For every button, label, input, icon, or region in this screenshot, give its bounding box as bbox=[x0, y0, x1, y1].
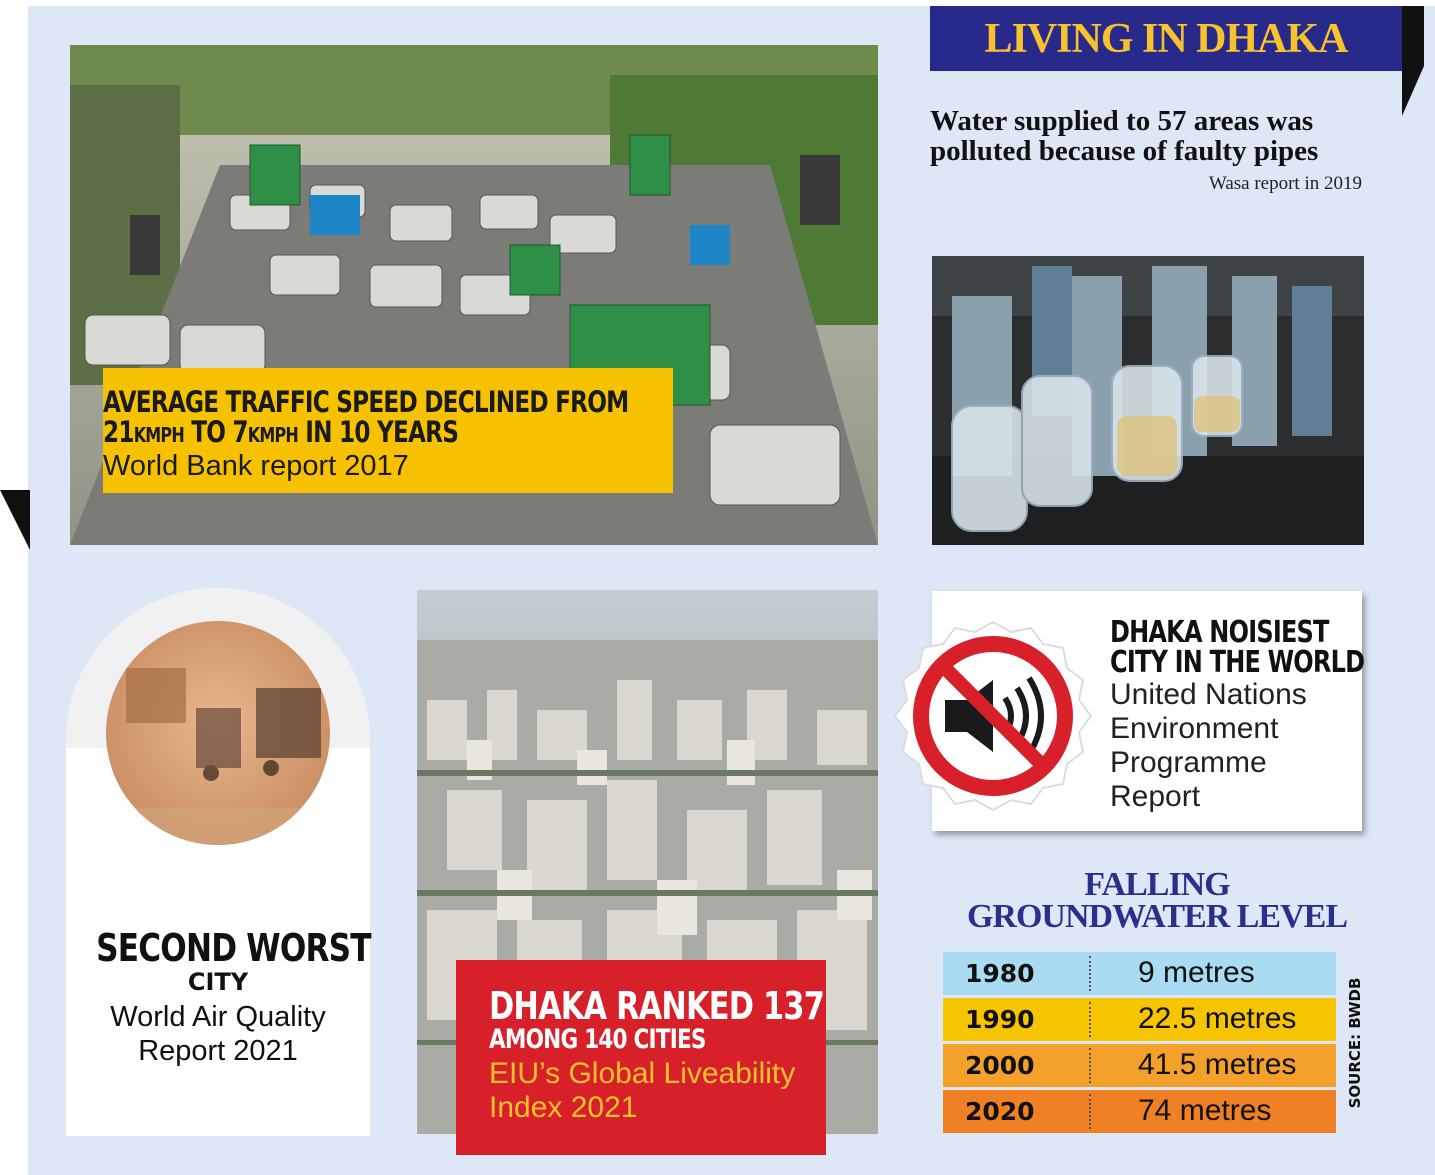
liveability-source: EIU’s Global Liveability Index 2021 bbox=[489, 1057, 796, 1124]
title-fold-decoration bbox=[1402, 6, 1424, 116]
traffic-headline-line2 bbox=[103, 415, 458, 449]
groundwater-divider bbox=[1089, 1002, 1091, 1037]
groundwater-value: 41.5 metres bbox=[1138, 1048, 1297, 1081]
air-source: World Air Quality Report 2021 bbox=[110, 1001, 326, 1067]
groundwater-row bbox=[943, 952, 1336, 995]
groundwater-divider bbox=[1089, 1094, 1091, 1129]
groundwater-value: 22.5 metres bbox=[1138, 1002, 1297, 1035]
no-loudspeaker-icon bbox=[893, 620, 1093, 812]
traffic-headline-line1: AVERAGE TRAFFIC SPEED DECLINED FROM bbox=[103, 385, 629, 419]
water-source: Wasa report in 2019 bbox=[1208, 173, 1362, 194]
air-headline-line1 bbox=[66, 926, 370, 970]
water-headline: Water supplied to 57 areas was polluted because of faulty pipes bbox=[930, 105, 1319, 167]
water-queue-photo bbox=[932, 256, 1364, 545]
groundwater-value: 74 metres bbox=[1138, 1094, 1272, 1127]
groundwater-title-line1: FALLING bbox=[1084, 866, 1230, 903]
noise-headline-line1: DHAKA NOISIEST bbox=[1110, 615, 1329, 650]
groundwater-source-text: SOURCE: BWDB bbox=[1346, 977, 1364, 1109]
groundwater-row bbox=[943, 1090, 1336, 1133]
groundwater-year: 2020 bbox=[965, 1097, 1035, 1126]
groundwater-divider bbox=[1089, 956, 1091, 991]
left-fold-decoration bbox=[0, 490, 30, 550]
groundwater-year: 1980 bbox=[965, 959, 1035, 988]
page-title: LIVING IN DHAKA bbox=[984, 15, 1348, 62]
title-bar bbox=[930, 6, 1402, 71]
traffic-speed-to: TO 7 bbox=[183, 415, 248, 449]
liveability-headline-line1: DHAKA RANKED 137 bbox=[489, 984, 825, 1028]
traffic-unit-to: KMPH bbox=[247, 423, 299, 447]
groundwater-row bbox=[943, 1044, 1336, 1087]
traffic-duration: IN 10 YEARS bbox=[298, 415, 459, 449]
groundwater-year: 2000 bbox=[965, 1051, 1035, 1080]
groundwater-source bbox=[1340, 950, 1370, 1136]
traffic-speed-from: 21 bbox=[103, 415, 134, 449]
traffic-unit-from: KMPH bbox=[133, 423, 184, 447]
groundwater-title-line2: GROUNDWATER LEVEL bbox=[966, 898, 1348, 935]
groundwater-year: 1990 bbox=[965, 1005, 1035, 1034]
air-headline-text: SECOND WORST bbox=[96, 926, 371, 970]
traffic-source: World Bank report 2017 bbox=[103, 450, 409, 482]
air-headline-line2: CITY bbox=[187, 968, 249, 996]
groundwater-divider bbox=[1089, 1048, 1091, 1083]
noise-headline-line2: CITY IN THE WORLD bbox=[1110, 645, 1365, 680]
groundwater-value: 9 metres bbox=[1138, 956, 1255, 989]
liveability-headline-line2: AMONG 140 CITIES bbox=[489, 1024, 706, 1055]
noise-source: United Nations Environment Programme Report bbox=[1110, 678, 1307, 813]
groundwater-row bbox=[943, 998, 1336, 1041]
